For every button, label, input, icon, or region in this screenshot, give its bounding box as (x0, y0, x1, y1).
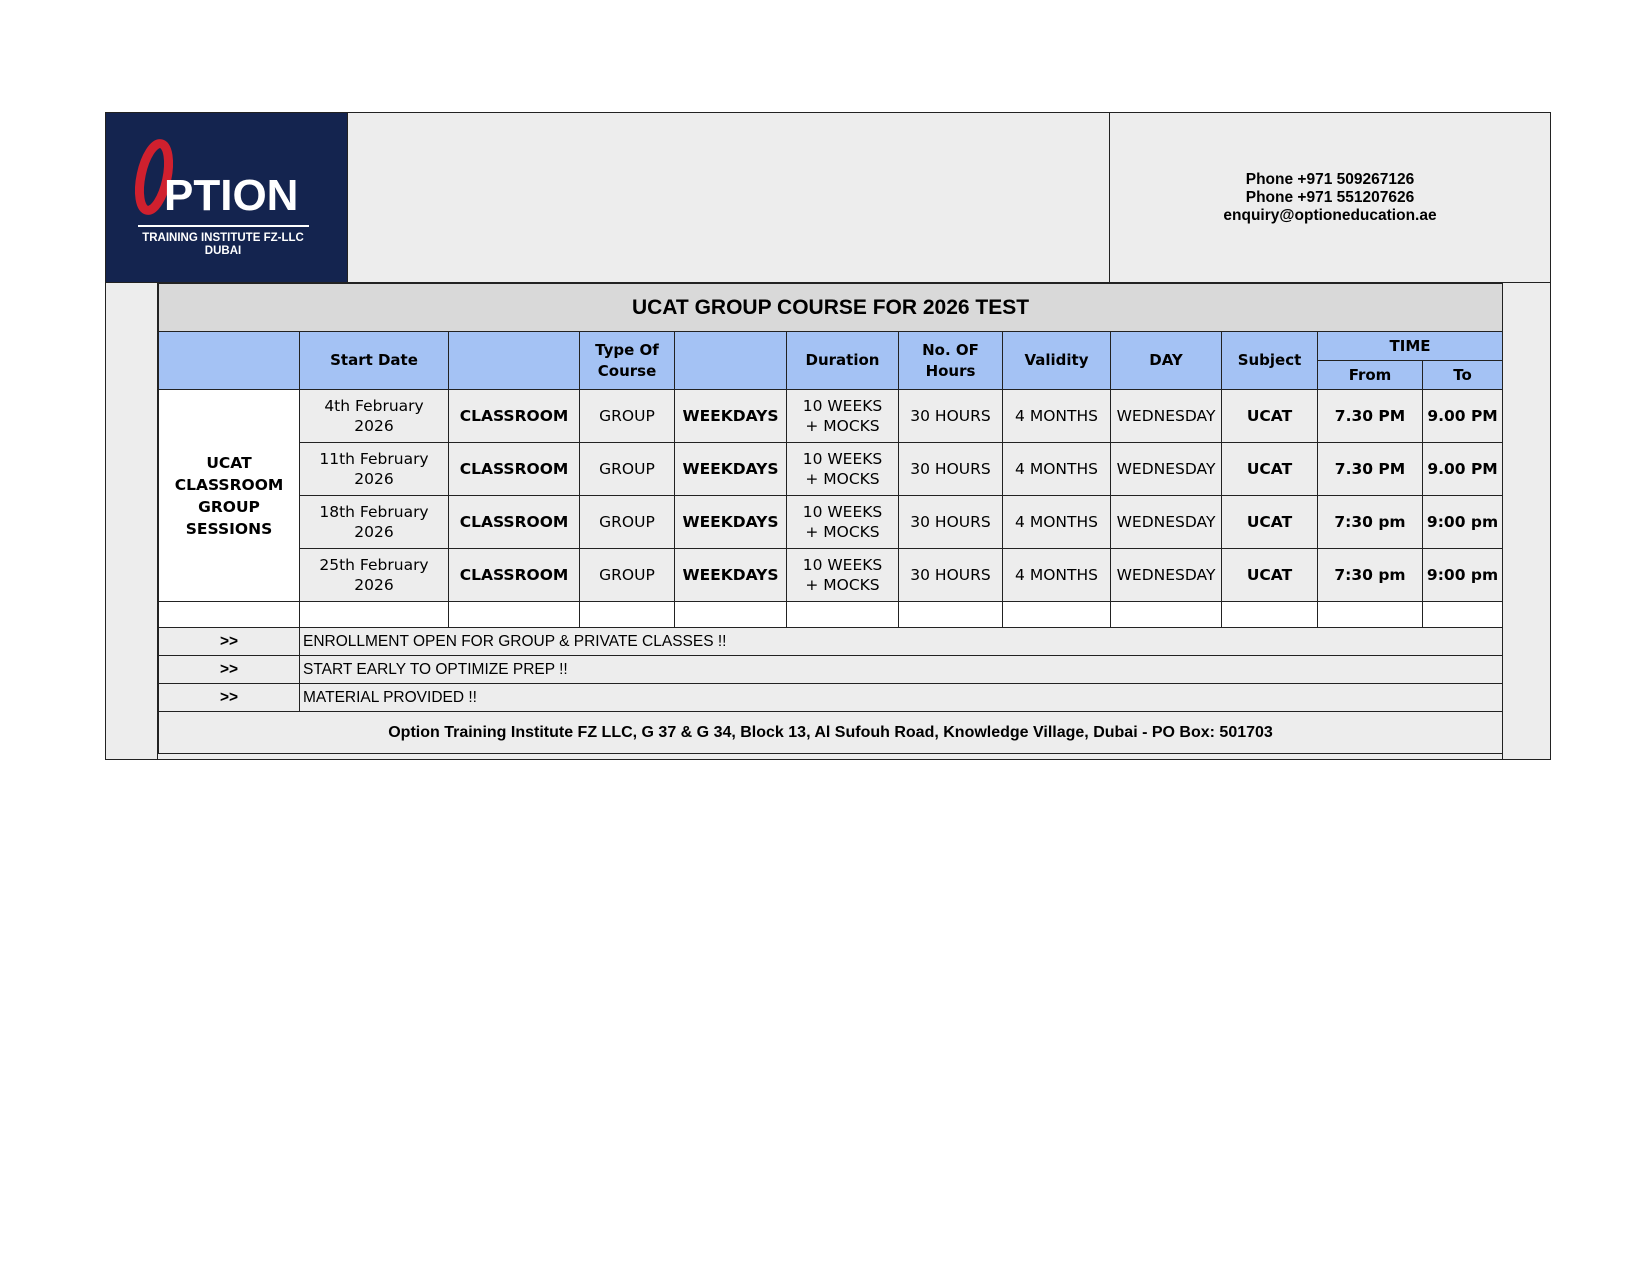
cell-subject: UCAT (1222, 390, 1318, 443)
contact-email: enquiry@optioneducation.ae (1223, 207, 1437, 224)
schedule-sheet (105, 112, 1551, 760)
header-blank-1 (159, 332, 300, 390)
note-marker: >> (159, 628, 300, 656)
session-label: UCAT CLASSROOM GROUP SESSIONS (159, 390, 300, 602)
cell-validity: 4 MONTHS (1003, 390, 1111, 443)
header-time-to: To (1423, 361, 1503, 390)
cell-duration: 10 WEEKS + MOCKS (787, 496, 899, 549)
header-blank-2 (449, 332, 580, 390)
cell-mode: CLASSROOM (449, 496, 580, 549)
blank-row (159, 602, 1503, 628)
cell-type: GROUP (580, 496, 675, 549)
note-text: ENROLLMENT OPEN FOR GROUP & PRIVATE CLASSES !! (300, 628, 1503, 656)
cell-time-to: 9:00 pm (1423, 549, 1503, 602)
header-start-date: Start Date (300, 332, 449, 390)
cell-hours: 30 HOURS (899, 496, 1003, 549)
cell-subject: UCAT (1222, 549, 1318, 602)
cell-hours: 30 HOURS (899, 549, 1003, 602)
cell-time-from: 7:30 pm (1318, 549, 1423, 602)
course-table-area (157, 283, 1503, 759)
header-time: TIME (1318, 332, 1503, 361)
cell-duration: 10 WEEKS + MOCKS (787, 443, 899, 496)
cell-start-date: 4th February 2026 (300, 390, 449, 443)
header-time-from: From (1318, 361, 1423, 390)
option-logo-icon (106, 113, 348, 283)
note-row (159, 684, 1503, 712)
header-duration: Duration (787, 332, 899, 390)
cell-schedule: WEEKDAYS (675, 443, 787, 496)
contact-phone-2: Phone +971 551207626 (1245, 189, 1415, 206)
cell-validity: 4 MONTHS (1003, 443, 1111, 496)
footer-address: Option Training Institute FZ LLC, G 37 & G 34, Block 13, Al Sufouh Road, Knowledge Village, Dubai - PO Box: 501703 (159, 712, 1503, 754)
logo-brand-text: PTION (164, 171, 299, 220)
cell-duration: 10 WEEKS + MOCKS (787, 390, 899, 443)
cell-mode: CLASSROOM (449, 443, 580, 496)
cell-hours: 30 HOURS (899, 443, 1003, 496)
cell-validity: 4 MONTHS (1003, 549, 1111, 602)
cell-subject: UCAT (1222, 443, 1318, 496)
cell-time-from: 7.30 PM (1318, 390, 1423, 443)
note-text: MATERIAL PROVIDED !! (300, 684, 1503, 712)
note-marker: >> (159, 684, 300, 712)
note-marker: >> (159, 656, 300, 684)
cell-type: GROUP (580, 443, 675, 496)
header-no-of-hours: No. OF Hours (899, 332, 1003, 390)
header-blank-3 (675, 332, 787, 390)
note-row (159, 656, 1503, 684)
header-day: DAY (1111, 332, 1222, 390)
cell-duration: 10 WEEKS + MOCKS (787, 549, 899, 602)
sheet-header (106, 113, 1550, 283)
table-title: UCAT GROUP COURSE FOR 2026 TEST (159, 284, 1503, 332)
cell-time-to: 9:00 pm (1423, 496, 1503, 549)
header-blank-area (348, 113, 1110, 283)
cell-day: WEDNESDAY (1111, 390, 1222, 443)
contact-phone-1: Phone +971 509267126 (1245, 171, 1415, 188)
header-validity: Validity (1003, 332, 1111, 390)
logo-line-1: TRAINING INSTITUTE FZ-LLC (142, 232, 304, 244)
cell-schedule: WEEKDAYS (675, 549, 787, 602)
cell-mode: CLASSROOM (449, 549, 580, 602)
table-row (159, 496, 1503, 549)
cell-time-to: 9.00 PM (1423, 443, 1503, 496)
header-type-of-course: Type Of Course (580, 332, 675, 390)
cell-start-date: 11th February 2026 (300, 443, 449, 496)
note-row (159, 628, 1503, 656)
cell-time-to: 9.00 PM (1423, 390, 1503, 443)
table-row (159, 549, 1503, 602)
cell-hours: 30 HOURS (899, 390, 1003, 443)
cell-type: GROUP (580, 549, 675, 602)
cell-start-date: 25th February 2026 (300, 549, 449, 602)
cell-validity: 4 MONTHS (1003, 496, 1111, 549)
cell-schedule: WEEKDAYS (675, 496, 787, 549)
cell-time-from: 7.30 PM (1318, 443, 1423, 496)
cell-day: WEDNESDAY (1111, 549, 1222, 602)
logo-line-2: DUBAI (204, 245, 242, 257)
institute-logo (106, 113, 348, 283)
cell-subject: UCAT (1222, 496, 1318, 549)
cell-time-from: 7:30 pm (1318, 496, 1423, 549)
table-row (159, 390, 1503, 443)
cell-day: WEDNESDAY (1111, 496, 1222, 549)
cell-start-date: 18th February 2026 (300, 496, 449, 549)
course-schedule-table (158, 283, 1503, 754)
contact-block (1110, 113, 1550, 283)
cell-schedule: WEEKDAYS (675, 390, 787, 443)
footer-row (159, 712, 1503, 754)
header-subject: Subject (1222, 332, 1318, 390)
cell-type: GROUP (580, 390, 675, 443)
note-text: START EARLY TO OPTIMIZE PREP !! (300, 656, 1503, 684)
cell-mode: CLASSROOM (449, 390, 580, 443)
table-row (159, 443, 1503, 496)
cell-day: WEDNESDAY (1111, 443, 1222, 496)
